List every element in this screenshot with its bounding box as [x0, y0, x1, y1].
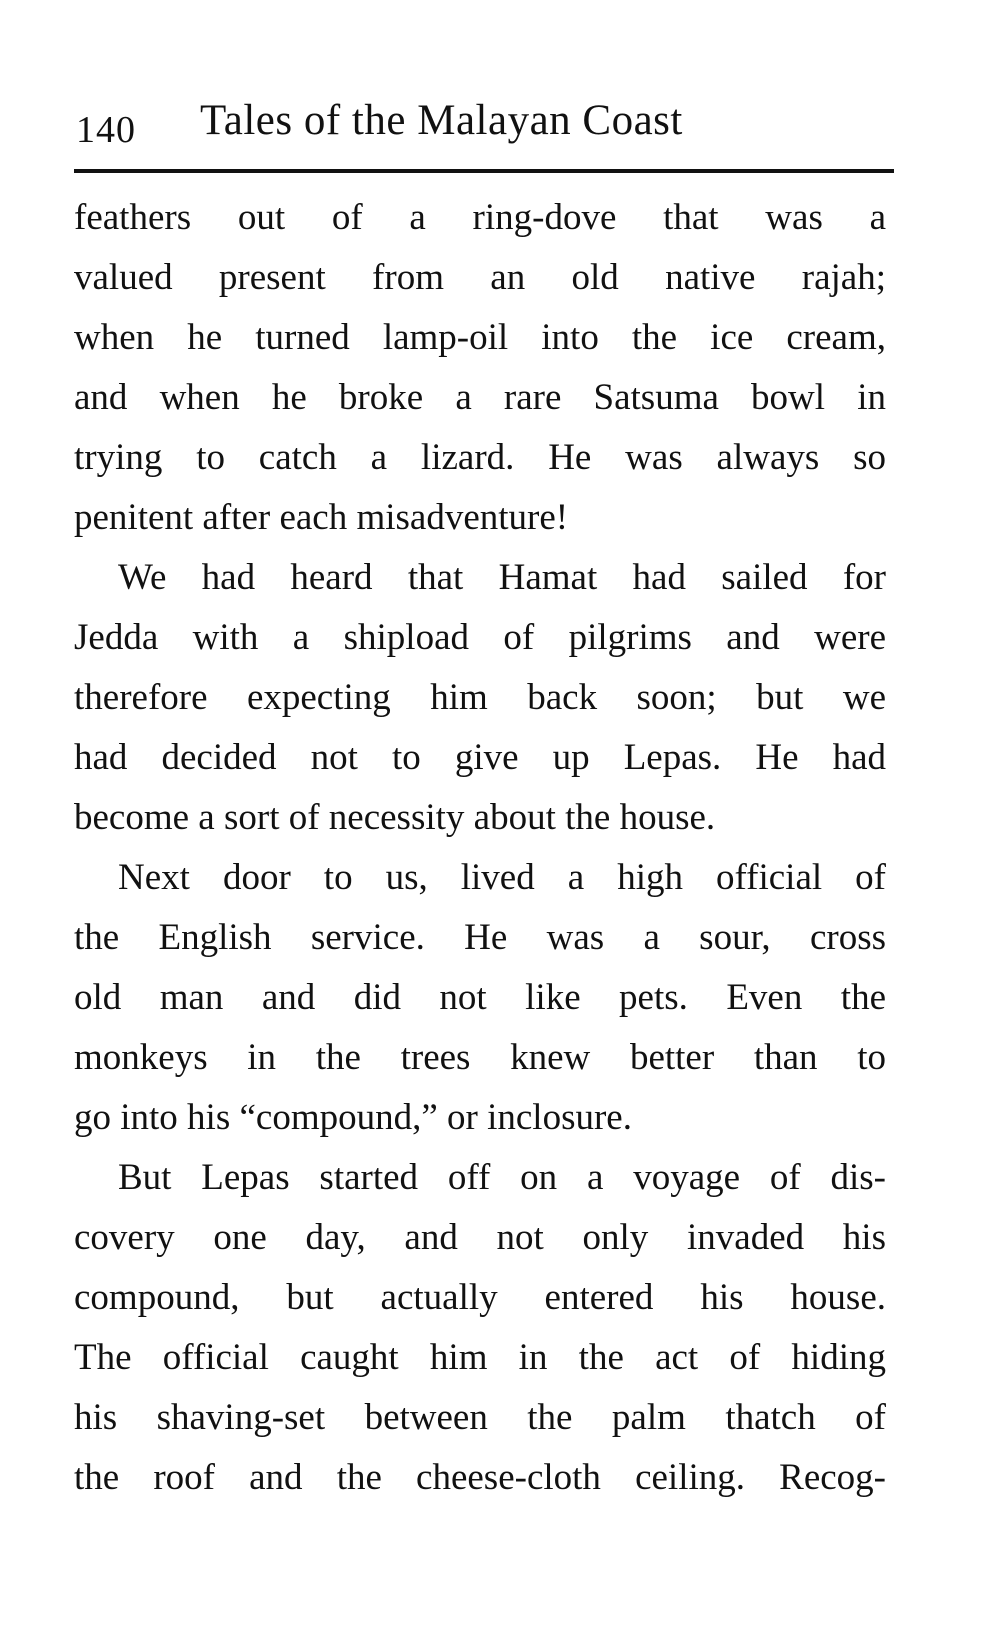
- page-number: 140: [76, 109, 136, 151]
- header-rule: [74, 169, 894, 173]
- running-title: Tales of the Malayan Coast: [200, 97, 683, 144]
- text-line: Jedda with a shipload of pilgrims and were: [74, 617, 886, 658]
- text-line: go into his “compound,” or inclosure.: [74, 1097, 632, 1138]
- text-line: The official caught him in the act of hiding: [74, 1337, 886, 1378]
- text-line: his shaving-set between the palm thatch of: [74, 1397, 886, 1438]
- text-line: monkeys in the trees knew better than to: [74, 1037, 886, 1078]
- text-line: covery one day, and not only invaded his: [74, 1217, 886, 1258]
- text-line: become a sort of necessity about the house.: [74, 797, 716, 838]
- text-line: when he turned lamp-oil into the ice cream,: [74, 317, 886, 358]
- text-line: valued present from an old native rajah;: [74, 257, 886, 298]
- text-line: compound, but actually entered his house.: [74, 1277, 886, 1318]
- text-line: had decided not to give up Lepas. He had: [74, 737, 886, 778]
- text-line: penitent after each misadventure!: [74, 497, 569, 538]
- text-line: But Lepas started off on a voyage of dis-: [118, 1157, 886, 1198]
- text-line: the English service. He was a sour, cross: [74, 917, 886, 958]
- text-line: the roof and the cheese-cloth ceiling. Recog-: [74, 1457, 886, 1498]
- text-line: old man and did not like pets. Even the: [74, 977, 886, 1018]
- text-line: and when he broke a rare Satsuma bowl in: [74, 377, 886, 418]
- running-head: [76, 96, 896, 152]
- body-text: [74, 188, 886, 1508]
- text-line: trying to catch a lizard. He was always so: [74, 437, 886, 478]
- text-line: feathers out of a ring-dove that was a: [74, 197, 886, 238]
- text-line: therefore expecting him back soon; but we: [74, 677, 886, 718]
- text-line: Next door to us, lived a high official of: [118, 857, 886, 898]
- text-line: We had heard that Hamat had sailed for: [118, 557, 886, 598]
